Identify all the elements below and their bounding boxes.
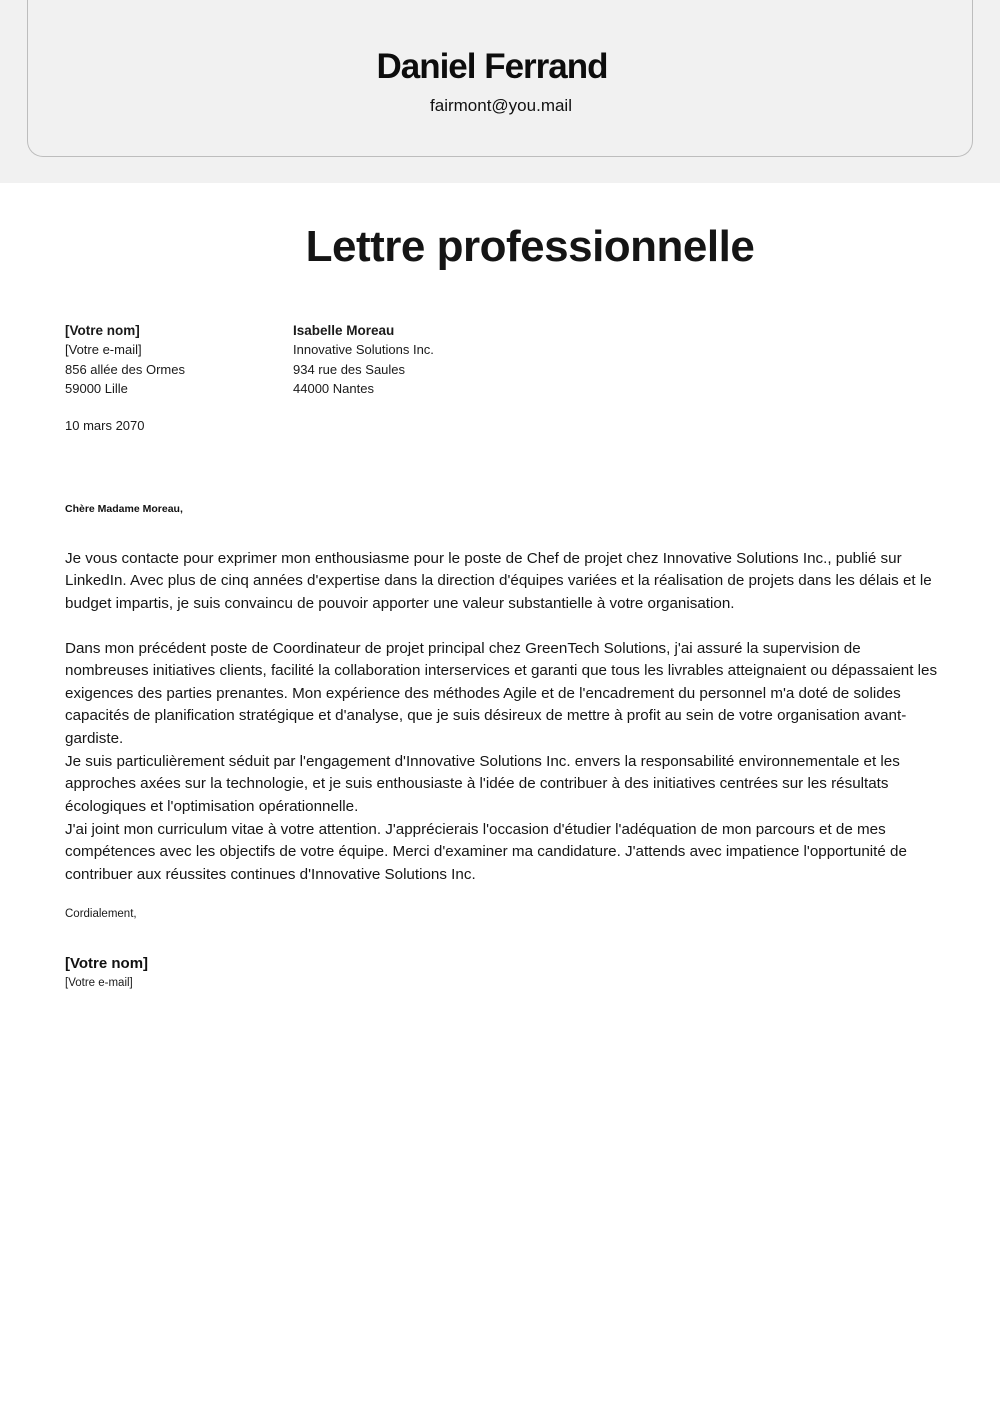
header-band (0, 0, 1000, 183)
sender-city: 59000 Lille (65, 381, 128, 397)
recipient-street: 934 rue des Saules (293, 361, 406, 377)
recipient-city: 44000 Nantes (293, 381, 374, 397)
sender-street: 856 allée des Ormes (65, 361, 185, 377)
salutation: Chère Madame Moreau, (65, 503, 183, 515)
sender-address (65, 321, 185, 399)
body-paragraph-3: Je suis particulièrement séduit par l'engagement d'Innovative Solutions Inc. envers la responsabilité environnementale et les approches axées sur la technologie, et je suis enthousiaste à l'idée de contribuer à des initiatives centrées sur les résultats écologiques et l'optimisation opérationnelle. (65, 753, 900, 815)
signature-name: [Votre nom] (65, 955, 149, 972)
recipient-company: Innovative Solutions Inc. (293, 342, 434, 358)
letter-date: 10 mars 2070 (65, 418, 145, 433)
sender-name: [Votre nom] (65, 323, 140, 338)
document-title: Lettre professionnelle (305, 222, 755, 271)
body-paragraph-4: J'ai joint mon curriculum vitae à votre attention. J'apprécierais l'occasion d'étudier l'adéquation de mon parcours et de mes compétences avec les objectifs de votre équipe. Merci d'examiner ma candidature. J'attends avec impatience l'opportunité de contribuer aux réussites continues d'Innovative Solutions Inc. (65, 821, 907, 883)
closing: Cordialement, (65, 908, 137, 920)
header-email: fairmont@you.mail (430, 96, 572, 115)
recipient-name: Isabelle Moreau (293, 323, 395, 338)
body-paragraph-1: Je vous contacte pour exprimer mon enthousiasme pour le poste de Chef de projet chez Innovative Solutions Inc., publié sur LinkedIn. Avec plus de cinq années d'expertise dans la direction d'équipes variées et la réalisation de projets dans les délais et le budget impartis, je suis convaincu de pouvoir apporter une valeur substantielle à votre organisation. (65, 550, 932, 612)
body-paragraph-2: Dans mon précédent poste de Coordinateur de projet principal chez GreenTech Solutions, j'ai assuré la supervision de nombreuses initiatives clients, facilité la collaboration interservices et garanti que tous les livrables atteignaient ou dépassaient les exigences des parties prenantes. Mon expérience des méthodes Agile et de l'encadrement du personnel m'a doté de solides capacités de planification stratégique et d'analyse, que je suis désireux de mettre à profit au sein de votre organisation avant-gardiste. (65, 640, 938, 747)
signature-email: [Votre e-mail] (65, 977, 133, 989)
header-name: Daniel Ferrand (376, 47, 608, 86)
sender-email: [Votre e-mail] (65, 342, 142, 358)
recipient-address (293, 321, 434, 399)
